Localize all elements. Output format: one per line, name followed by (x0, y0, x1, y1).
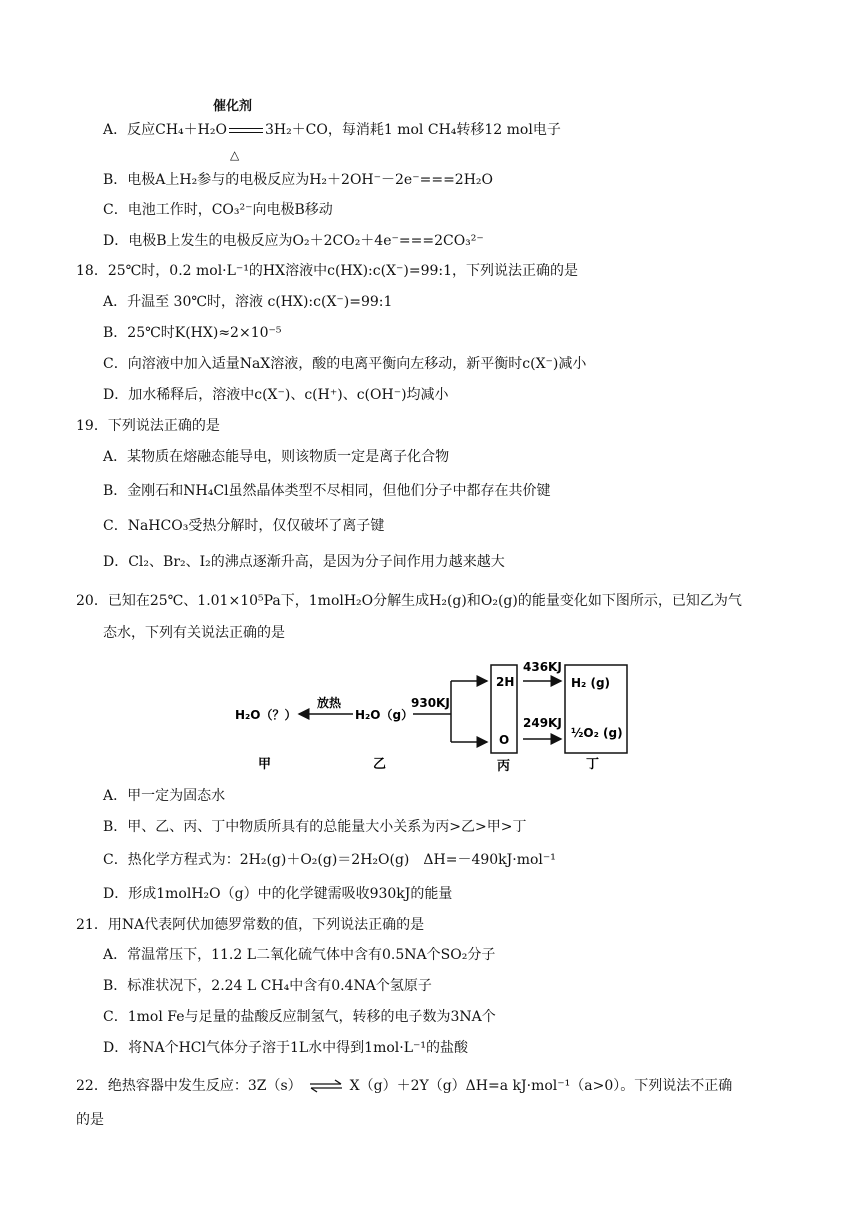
q19-option-a: A．某物质在熔融态能导电，则该物质一定是离子化合物 (103, 449, 450, 465)
q22-stem-line1 (76, 1077, 732, 1095)
q18-option-c: C．向溶液中加入适量NaX溶液，酸的电离平衡向左移动，新平衡时c(X⁻)减小 (103, 356, 587, 372)
q21-option-d: D．将NA个HCl气体分子溶于1L水中得到1mol·L⁻¹的盐酸 (103, 1040, 469, 1056)
q17-option-b: B．电极A上H₂参与的电极反应为H₂＋2OH⁻－2e⁻===2H₂O (103, 172, 494, 188)
q21-option-b: B．标准状况下，2.24 L CH₄中含有0.4NA个氢原子 (103, 978, 432, 994)
node-2h-label: 2H (496, 675, 515, 689)
q17-option-d: D．电极B上发生的电极反应为O₂＋2CO₂＋4e⁻===2CO₃²⁻ (103, 233, 484, 249)
q18-option-b: B．25℃时K(HX)≈2×10⁻⁵ (103, 325, 282, 341)
q19-stem: 19．下列说法正确的是 (76, 418, 220, 434)
heat-symbol: △ (230, 148, 240, 162)
q20-stem-line2: 态水，下列有关说法正确的是 (103, 625, 285, 641)
q17-option-a-left: A．反应CH₄＋H₂O (103, 122, 227, 138)
q20-stem-line1: 20．已知在25℃、1.01×10⁵Pa下，1molH₂O分解生成H₂(g)和O₂(g)的能量变化如下图所示，已知乙为气 (76, 593, 742, 609)
energy-diagram (225, 655, 645, 773)
q17-option-a-right: 3H₂＋CO，每消耗1 mol CH₄转移12 mol电子 (264, 122, 561, 138)
q22-stem-line2: 的是 (76, 1112, 104, 1128)
q17-option-c: C．电池工作时，CO₃²⁻向电极B移动 (103, 202, 333, 218)
label-yi: 乙 (373, 757, 387, 772)
product-o2-label: ½O₂ (g) (571, 726, 623, 740)
equals-arrow-icon (227, 121, 265, 139)
h2o-unknown-label: H₂O（？） (235, 708, 297, 722)
q19-option-c: C．NaHCO₃受热分解时，仅仅破坏了离子键 (103, 518, 385, 534)
label-jia: 甲 (258, 757, 272, 772)
q18-option-a: A．升温至 30℃时，溶液 c(HX):c(X⁻)=99:1 (103, 294, 393, 310)
q20-option-d: D．形成1molH₂O（g）中的化学键需吸收930kJ的能量 (103, 886, 453, 902)
node-o-label: O (499, 733, 510, 747)
release-heat-label: 放热 (317, 696, 342, 710)
label-bing: 丙 (497, 759, 511, 773)
label-ding: 丁 (586, 757, 600, 772)
q21-option-a: A．常温常压下，11.2 L二氧化硫气体中含有0.5NA个SO₂分子 (103, 947, 496, 963)
energy-930-label: 930KJ (411, 696, 450, 710)
product-h2-label: H₂ (g) (571, 676, 611, 690)
q21-stem: 21．用NA代表阿伏加德罗常数的值，下列说法正确的是 (76, 917, 425, 933)
q22-stem-left: 22．绝热容器中发生反应：3Z（s） (76, 1078, 302, 1094)
q21-option-c: C．1mol Fe与足量的盐酸反应制氢气，转移的电子数为3NA个 (103, 1009, 496, 1025)
q19-option-d: D．Cl₂、Br₂、I₂的沸点逐渐升高，是因为分子间作用力越来越大 (103, 554, 505, 570)
q19-option-b: B．金刚石和NH₄Cl虽然晶体类型不尽相同，但他们分子中都存在共价键 (103, 483, 551, 499)
q20-option-a: A．甲一定为固态水 (103, 788, 226, 804)
q22-stem-right: X（g）＋2Y（g）ΔH=a kJ·mol⁻¹（a>0）。下列说法不正确 (349, 1078, 733, 1094)
q20-option-b: B．甲、乙、丙、丁中物质所具有的总能量大小关系为丙>乙>甲>丁 (103, 819, 527, 835)
q18-stem: 18．25℃时，0.2 mol·L⁻¹的HX溶液中c(HX):c(X⁻)=99:1，下列说法正确的是 (76, 263, 579, 279)
q20-option-c: C．热化学方程式为：2H₂(g)＋O₂(g)＝2H₂O(g) ΔH=－490kJ·mol⁻¹ (103, 852, 556, 868)
energy-436-label: 436KJ (523, 660, 562, 674)
h2o-gas-label: H₂O（g） (355, 708, 414, 722)
reversible-arrow-icon (308, 1077, 344, 1095)
energy-249-label: 249KJ (523, 716, 562, 730)
q18-option-d: D．加水稀释后，溶液中c(X⁻)、c(H⁺)、c(OH⁻)均减小 (103, 387, 449, 403)
q17-option-a (103, 121, 561, 139)
catalyst-label: 催化剂 (213, 99, 253, 114)
